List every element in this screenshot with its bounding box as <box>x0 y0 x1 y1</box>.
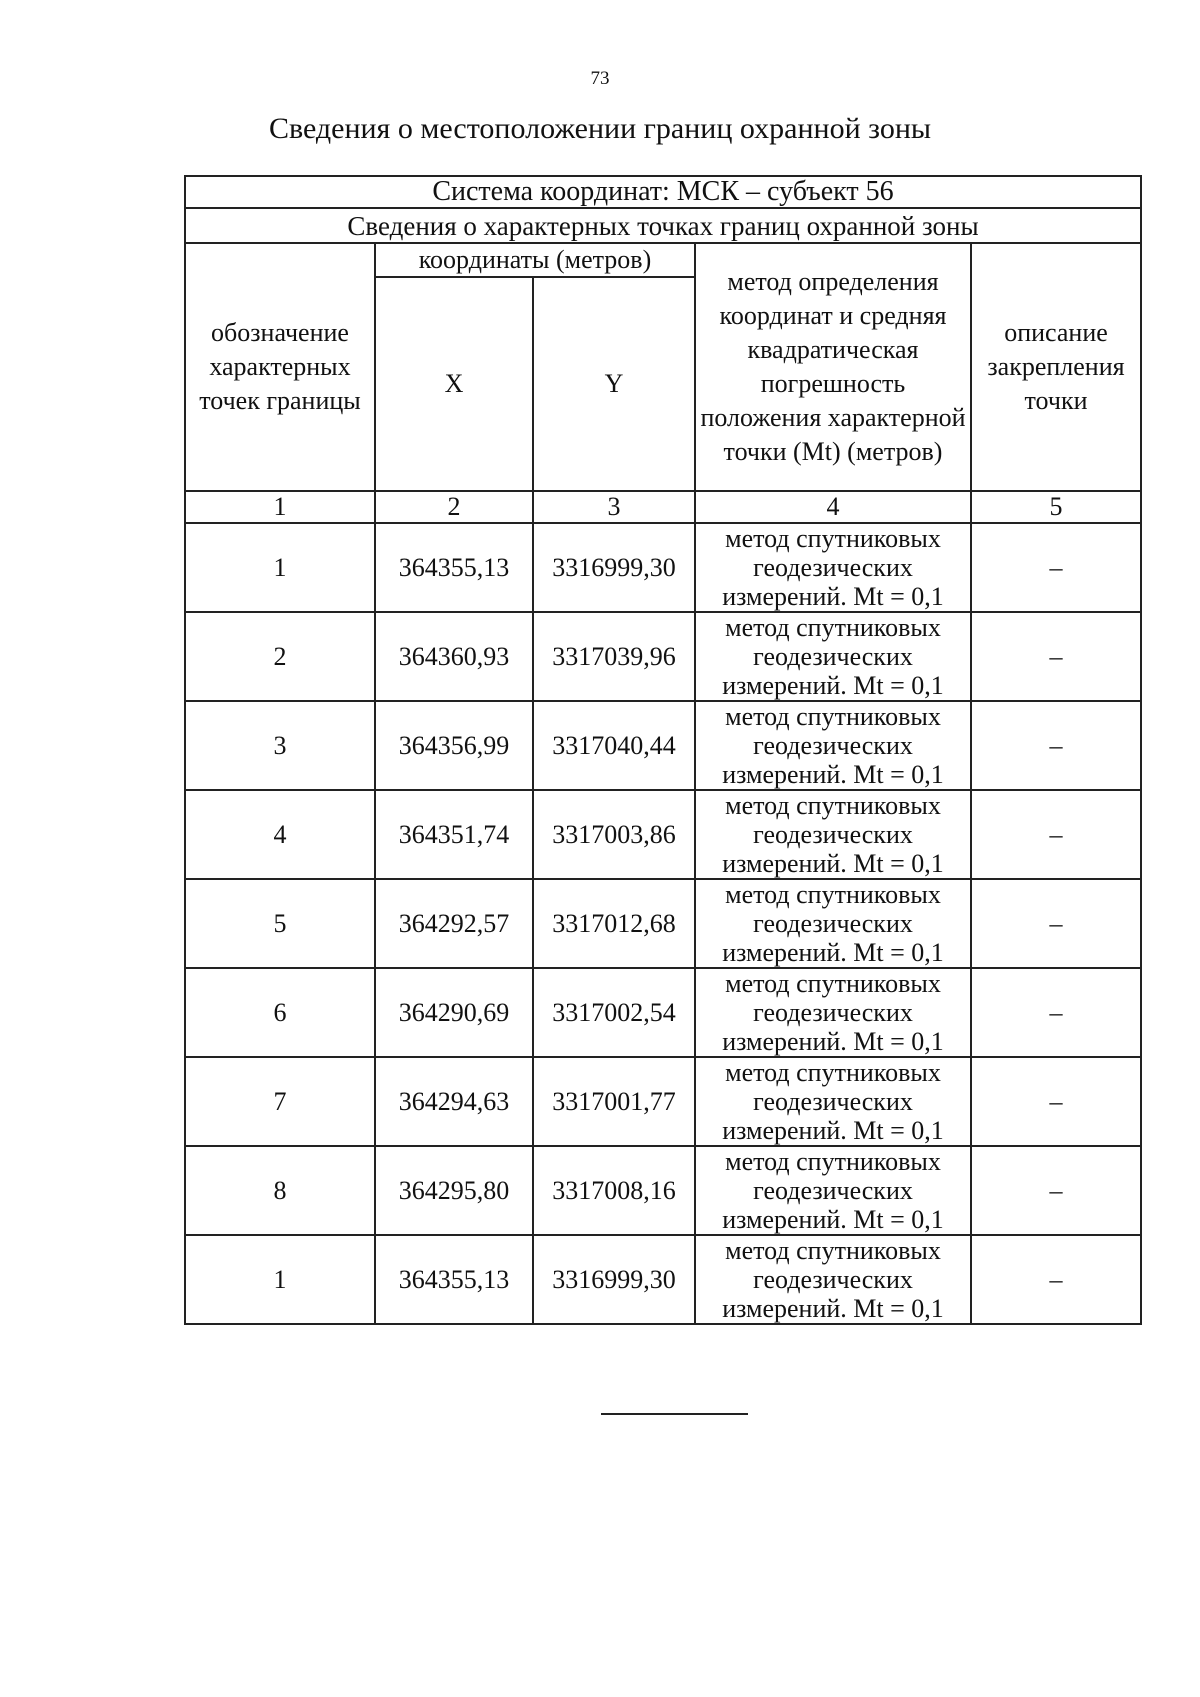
header-description: описание закрепления точки <box>971 243 1141 491</box>
point-number-cell: 1 <box>185 1235 375 1324</box>
point-number-cell: 3 <box>185 701 375 790</box>
table-row <box>185 523 1141 612</box>
x-coordinate-cell: 364292,57 <box>375 879 533 968</box>
table-row <box>185 879 1141 968</box>
column-number: 5 <box>971 491 1141 523</box>
table-row <box>185 1235 1141 1324</box>
table-row <box>185 1146 1141 1235</box>
method-cell: метод спутниковых геодезических измерений. Mt = 0,1 <box>695 1057 971 1146</box>
description-cell: – <box>971 968 1141 1057</box>
y-coordinate-cell: 3317040,44 <box>533 701 695 790</box>
header-method: метод определения координат и средняя квадратическая погрешность положения характерной точки (Mt) (метров) <box>695 243 971 491</box>
point-number-cell: 4 <box>185 790 375 879</box>
y-coordinate-cell: 3316999,30 <box>533 523 695 612</box>
x-coordinate-cell: 364360,93 <box>375 612 533 701</box>
x-coordinate-cell: 364290,69 <box>375 968 533 1057</box>
table-row <box>185 612 1141 701</box>
document-title: Сведения о местоположении границ охранной зоны <box>268 112 932 145</box>
method-cell: метод спутниковых геодезических измерений. Mt = 0,1 <box>695 790 971 879</box>
method-cell: метод спутниковых геодезических измерений. Mt = 0,1 <box>695 612 971 701</box>
table-row <box>185 968 1141 1057</box>
x-coordinate-cell: 364355,13 <box>375 523 533 612</box>
description-cell: – <box>971 701 1141 790</box>
header-point-designation: обозначение характерных точек границы <box>185 243 375 491</box>
table-row <box>185 701 1141 790</box>
section-header: Сведения о характерных точках границ охранной зоны <box>185 208 1141 243</box>
point-number-cell: 7 <box>185 1057 375 1146</box>
method-cell: метод спутниковых геодезических измерений. Mt = 0,1 <box>695 879 971 968</box>
coordinate-system-header: Система координат: МСК – субъект 56 <box>185 176 1141 208</box>
x-coordinate-cell: 364356,99 <box>375 701 533 790</box>
coordinates-table <box>184 175 1142 1325</box>
description-cell: – <box>971 1146 1141 1235</box>
table-row <box>185 790 1141 879</box>
x-coordinate-cell: 364294,63 <box>375 1057 533 1146</box>
y-coordinate-cell: 3316999,30 <box>533 1235 695 1324</box>
header-x: X <box>375 277 533 491</box>
point-number-cell: 5 <box>185 879 375 968</box>
method-cell: метод спутниковых геодезических измерений. Mt = 0,1 <box>695 968 971 1057</box>
point-number-cell: 8 <box>185 1146 375 1235</box>
method-cell: метод спутниковых геодезических измерений. Mt = 0,1 <box>695 523 971 612</box>
y-coordinate-cell: 3317001,77 <box>533 1057 695 1146</box>
y-coordinate-cell: 3317003,86 <box>533 790 695 879</box>
header-y: Y <box>533 277 695 491</box>
header-coordinates: координаты (метров) <box>375 243 695 277</box>
method-cell: метод спутниковых геодезических измерений. Mt = 0,1 <box>695 1146 971 1235</box>
column-numbers-row <box>185 491 1141 523</box>
y-coordinate-cell: 3317039,96 <box>533 612 695 701</box>
table-row <box>185 1057 1141 1146</box>
method-cell: метод спутниковых геодезических измерений. Mt = 0,1 <box>695 1235 971 1324</box>
description-cell: – <box>971 879 1141 968</box>
column-number: 4 <box>695 491 971 523</box>
column-number: 2 <box>375 491 533 523</box>
description-cell: – <box>971 790 1141 879</box>
description-cell: – <box>971 612 1141 701</box>
x-coordinate-cell: 364351,74 <box>375 790 533 879</box>
x-coordinate-cell: 364295,80 <box>375 1146 533 1235</box>
x-coordinate-cell: 364355,13 <box>375 1235 533 1324</box>
method-cell: метод спутниковых геодезических измерений. Mt = 0,1 <box>695 701 971 790</box>
y-coordinate-cell: 3317012,68 <box>533 879 695 968</box>
y-coordinate-cell: 3317008,16 <box>533 1146 695 1235</box>
page-number: 73 <box>590 68 610 89</box>
description-cell: – <box>971 1057 1141 1146</box>
description-cell: – <box>971 523 1141 612</box>
y-coordinate-cell: 3317002,54 <box>533 968 695 1057</box>
point-number-cell: 1 <box>185 523 375 612</box>
column-number: 3 <box>533 491 695 523</box>
column-number: 1 <box>185 491 375 523</box>
point-number-cell: 2 <box>185 612 375 701</box>
point-number-cell: 6 <box>185 968 375 1057</box>
description-cell: – <box>971 1235 1141 1324</box>
end-rule-divider <box>601 1413 748 1415</box>
